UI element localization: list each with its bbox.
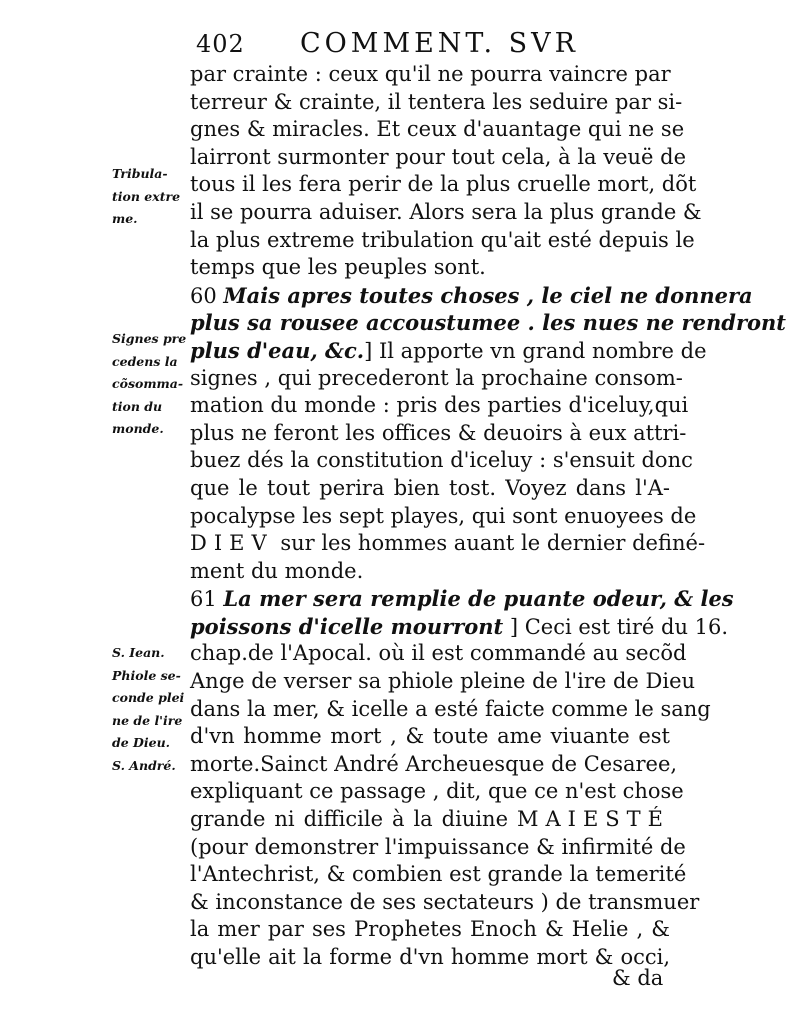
margin-note-line: S. André. — [112, 757, 176, 773]
margin-note-line: tion extre — [112, 188, 181, 204]
text-run: morte.Sainct André Archeuesque de Cesaree, — [190, 751, 678, 776]
margin-note-line: S. Iean. — [112, 645, 165, 660]
text-run: l'Antechrist, & combien est grande la temerité — [190, 862, 687, 887]
text-run: temps que les peuples sont. — [190, 255, 486, 280]
page-header — [196, 28, 656, 62]
text-line — [190, 751, 678, 779]
text-line — [190, 613, 729, 641]
text-run: gnes & miracles. Et ceux d'auantage qui ne se — [190, 117, 685, 142]
small-caps-text: DIEV — [190, 531, 274, 556]
text-run: & inconstance de ses sectateurs ) de transmuer — [190, 889, 700, 914]
margin-note-line: monde. — [112, 421, 164, 436]
margin-note-line: Phiole se- — [112, 667, 181, 683]
margin-note-line: Tribula- — [112, 166, 168, 181]
text-line — [190, 447, 693, 475]
text-line — [190, 916, 670, 944]
margin-note-line: conde plei — [112, 690, 185, 705]
text-run: la mer par ses Prophetes Enoch & Helie , & — [190, 917, 670, 942]
text-run: pocalypse les sept playes, qui sont enuoyees de — [190, 503, 697, 528]
running-title: COMMENT. SVR — [300, 28, 579, 59]
text-run: chap.de l'Apocal. où il est commandé au secõd — [190, 641, 687, 666]
text-run: Ange de verser sa phiole pleine de l'ire de Dieu — [190, 669, 696, 694]
text-line — [190, 475, 670, 503]
text-line — [190, 640, 687, 668]
text-run: 60 — [190, 283, 224, 308]
text-line — [190, 254, 670, 282]
text-run: 61 — [190, 587, 224, 612]
text-run: par crainte : ceux qu'il ne pourra vaincre par — [190, 62, 671, 86]
text-run: signes , qui precederont la prochaine consom- — [190, 365, 683, 390]
text-line — [190, 806, 670, 834]
text-run: il se pourra aduiser. Alors sera la plus grande & — [190, 199, 702, 224]
margin-note-tribulation — [112, 163, 192, 231]
margin-note-line: cedens la — [112, 353, 178, 369]
text-run: ment du monde. — [190, 558, 364, 583]
margin-note-line: me. — [112, 211, 138, 226]
text-line — [190, 365, 683, 393]
text-run: ] Il apporte vn grand nombre de — [364, 338, 707, 363]
text-line — [190, 778, 684, 806]
italic-text: Mais apres toutes choses , le ciel ne donnera — [223, 282, 753, 308]
text-line — [190, 944, 670, 972]
text-line — [190, 116, 685, 144]
text-line — [190, 199, 702, 227]
text-line — [190, 61, 670, 89]
italic-text: plus sa rousee accoustumee . les nues ne rendront — [190, 310, 786, 336]
text-run: expliquant ce passage , dit, que ce n'est chose — [190, 779, 684, 804]
text-line — [190, 337, 707, 365]
text-line — [190, 503, 697, 531]
margin-note-s-iean — [112, 642, 192, 777]
text-run: sur les hommes auant le dernier definé- — [273, 531, 706, 556]
text-run: (pour demonstrer l'impuissance & infirmité de — [190, 834, 686, 859]
text-line — [190, 585, 734, 613]
margin-note-signes — [112, 328, 192, 441]
text-run: terreur & crainte, il tentera les seduire par si- — [190, 89, 683, 114]
page-number: 402 — [196, 30, 245, 58]
text-line — [190, 392, 689, 420]
italic-text: La mer sera remplie de puante odeur, & les — [223, 586, 734, 612]
margin-note-line: de Dieu. — [112, 735, 171, 750]
text-run: que le tout perira bien tost. Voyez dans l'A- — [190, 475, 670, 500]
text-line — [190, 227, 695, 255]
text-run: ] Ceci est tiré du 16. — [503, 614, 729, 639]
margin-note-line: tion du — [112, 398, 163, 414]
text-run: plus ne feront les offices & deuoirs à eux attri- — [190, 420, 687, 445]
text-line — [190, 530, 706, 558]
text-line — [190, 171, 697, 199]
body-text — [190, 61, 786, 972]
text-line — [190, 89, 683, 117]
text-line — [190, 889, 700, 917]
text-line — [190, 558, 670, 586]
text-line — [190, 861, 687, 889]
text-line — [190, 696, 711, 724]
text-line — [190, 309, 786, 337]
margin-note-line: cõsomma- — [112, 376, 184, 391]
text-line — [190, 834, 686, 862]
text-line — [190, 144, 687, 172]
text-line — [190, 282, 753, 310]
text-run: grande ni difficile à la diuine — [190, 807, 517, 832]
italic-text: poissons d'icelle mourront — [190, 613, 504, 639]
text-line — [190, 420, 687, 448]
text-line — [190, 668, 696, 696]
text-run: qu'elle ait la forme d'vn homme mort & occi, — [190, 945, 670, 969]
small-caps-text: MAIESTÉ — [516, 807, 670, 832]
text-run: tous il les fera perir de la plus cruelle mort, dõt — [190, 172, 697, 197]
text-run: d'vn homme mort , & toute ame viuante est — [190, 724, 670, 749]
catchword: & da — [612, 966, 664, 990]
margin-note-line: Signes pre — [112, 331, 187, 346]
margin-note-line: ne de l'ire — [112, 712, 183, 728]
text-run: mation du monde : pris des parties d'iceluy,qui — [190, 393, 689, 418]
text-run: buez dés la constitution d'iceluy : s'ensuit donc — [190, 448, 693, 473]
text-run: la plus extreme tribulation qu'ait esté depuis le — [190, 227, 695, 252]
text-run: dans la mer, & icelle a esté faicte comme le sang — [190, 696, 711, 721]
text-line — [190, 723, 670, 751]
italic-text: plus d'eau, &c. — [190, 337, 365, 363]
text-run: lairront surmonter pour tout cela, à la veuë de — [190, 144, 687, 169]
